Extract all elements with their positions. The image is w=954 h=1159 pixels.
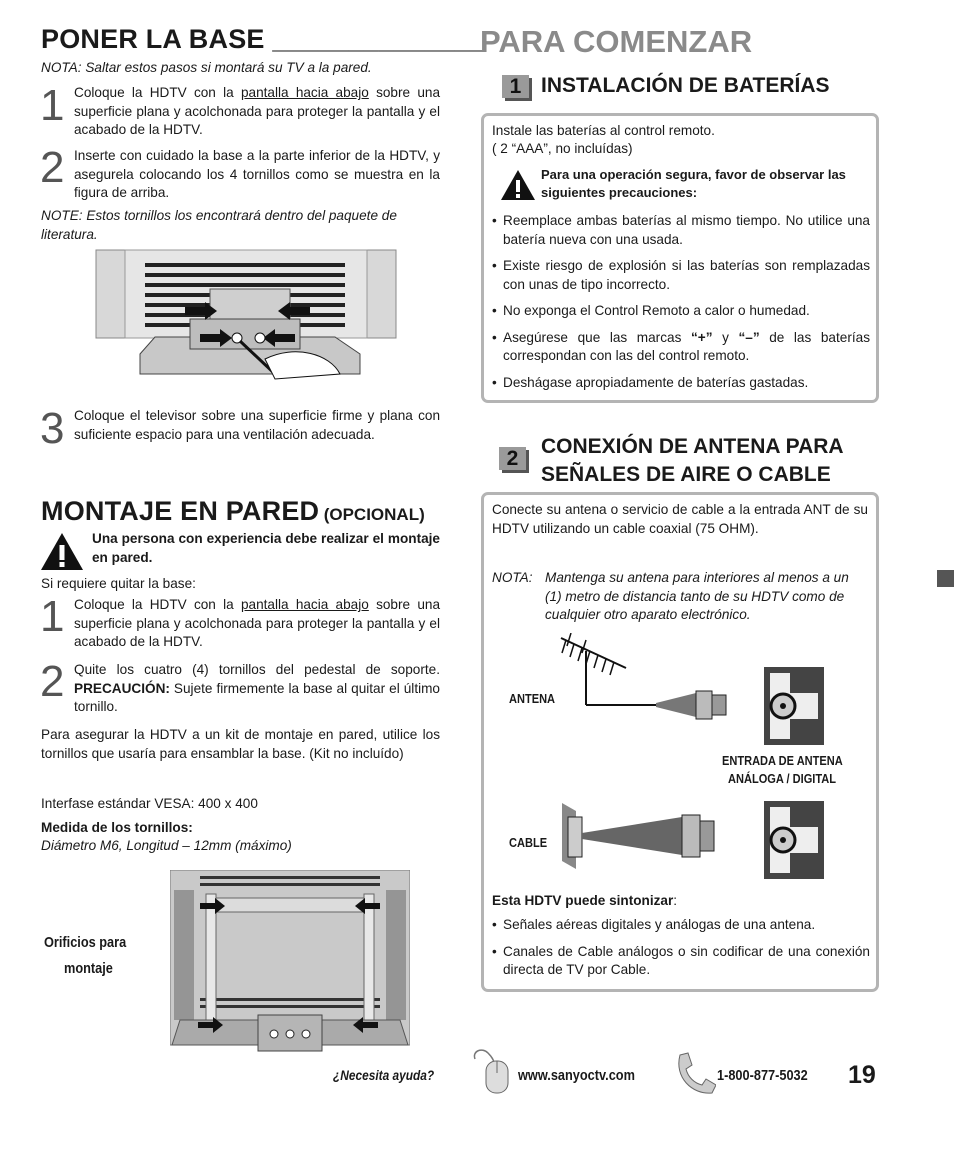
warning-icon [500,169,536,201]
bullet-item: • Señales aéreas digitales y análogas de una antena. [492,916,870,935]
entrada-label-1: ENTRADA DE ANTENA [722,753,843,768]
bullet-item: • No exponga el Control Remoto a calor o humedad. [492,302,870,321]
page-number: 19 [848,1061,876,1089]
mouse-icon [470,1047,512,1095]
poner-step-1: Coloque la HDTV con la pantalla hacia abajo sobre una superficie plana y acolchonada para proteger la pantalla y el acabado de la HDTV. [74,85,441,137]
step-number: 1 [40,81,65,130]
poner-note: NOTE: Estos tornillos los encontrará dentro del paquete de literatura. [41,208,397,242]
warning-icon [40,531,84,571]
bullet-item: • Canales de Cable análogos o sin codificar de una conexión directa de TV por Cable. [492,943,870,980]
antena-nota-text: Mantenga su antena para interiores al menos a un (1) metro de distancia tanto de su HDTV como de cualquier otro aparato electrónico. [545,570,849,622]
footer-help-text: ¿Necesita ayuda? [333,1067,435,1083]
antena-intro: Conecte su antena o servicio de cable a la entrada ANT de su HDTV utilizando un cable coaxial (75 OHM). [492,502,868,536]
nota-text: : Saltar estos pasos si montará su TV a la pared. [77,60,372,75]
underlined-phrase: pantalla hacia abajo [240,85,369,100]
orificios-label-1: Orificios para [44,934,127,951]
page-tab-marker [937,570,954,587]
antena-label: ANTENA [509,691,556,706]
montaje-title: MONTAJE EN PARED (OPCIONAL) [41,496,425,526]
tv-back-illustration [170,870,410,1052]
bullet-item: • Asegúrese que las marcas “+” y “–” de las baterías correspondan con las del control remoto. [492,329,870,366]
step-number: 2 [40,143,65,192]
sintonizar-bullets [492,916,870,980]
baterias-intro-2: ( 2 “AAA”, no incluídas) [492,141,633,156]
section-badge-2: 2 [499,447,529,473]
phone-icon [672,1051,716,1095]
footer-phone: 1-800-877-5032 [717,1067,808,1084]
base-installation-illustration [95,249,397,381]
montaje-paragraph: Para asegurar la HDTV a un kit de montaje en pared, utilice los tornillos que usaría para ensamblar la base. (Kit no incluído) [41,727,440,761]
baterias-intro-1: Instale las baterías al control remoto. [492,123,715,138]
poner-step-3: Coloque el televisor sobre una superficie firme y plana con suficiente espacio para una ventilación adecuada. [74,408,440,442]
antena-box [481,492,879,992]
si-requiere-text: Si requiere quitar la base: [41,576,196,591]
step-number: 1 [40,592,65,641]
bullet-item: • Deshágase apropiadamente de baterías gastadas. [492,374,870,393]
underlined-phrase: pantalla hacia abajo [240,597,369,612]
orificios-label-2: montaje [64,960,113,977]
medida-label: Medida de los tornillos: [41,820,193,835]
montaje-warning: Una persona con experiencia debe realizar el montaje en pared. [92,531,440,565]
sintonizar-label: Esta HDTV puede sintonizar: [492,893,678,908]
montaje-step-1: Coloque la HDTV con la pantalla hacia abajo sobre una superficie plana y acolchonada para proteger la pantalla y el acabado de la HDTV. [74,597,441,649]
step-number: 3 [40,404,65,453]
coax-connector-icon [656,685,736,725]
cable-wall-icon [562,803,742,869]
opcional-label: (OPCIONAL) [323,505,425,524]
poner-base-title: PONER LA BASE ______________ [41,24,486,54]
antena-nota-label: NOTA: [492,570,533,585]
section-badge-1: 1 [502,75,532,101]
antenna-icon [556,633,666,713]
bullet-item: • Existe riesgo de explosión si las baterías son remplazadas con unas de tipo incorrecto. [492,257,870,294]
baterias-title: INSTALACIÓN DE BATERÍAS [541,74,830,97]
antenna-input-port-icon [764,667,826,747]
nota-label: NOTA [41,60,78,75]
cable-input-port-icon [764,801,826,881]
entrada-label-2: ANÁLOGA / DIGITAL [728,771,837,786]
footer-website[interactable]: www.sanyoctv.com [518,1067,635,1084]
baterias-box [481,113,879,403]
antena-title: CONEXIÓN DE ANTENA PARA SEÑALES DE AIRE O CABLE [541,435,844,486]
medida-value: Diámetro M6, Longitud – 12mm (máximo) [41,838,292,853]
baterias-bullets [492,212,870,392]
montaje-step-2: Quite los cuatro (4) tornillos del pedestal de soporte. PRECAUCIÓN: Sujete firmemente la base al quitar el último tornillo. [74,662,440,714]
step-number: 2 [40,657,65,706]
poner-step-2: Inserte con cuidado la base a la parte inferior de la HDTV, y asegurela colocando los 4 tornillos como se muestra en la figura de arriba. [74,148,440,200]
cable-label: CABLE [509,835,548,850]
baterias-warning: Para una operación segura, favor de observar las siguientes precauciones: [541,167,846,200]
para-comenzar-title: PARA COMENZAR [480,24,753,59]
vesa-text: Interfase estándar VESA: 400 x 400 [41,796,258,811]
bullet-item: • Reemplace ambas baterías al mismo tiempo. No utilice una batería nueva con una usada. [492,212,870,249]
poner-nota [41,59,372,78]
